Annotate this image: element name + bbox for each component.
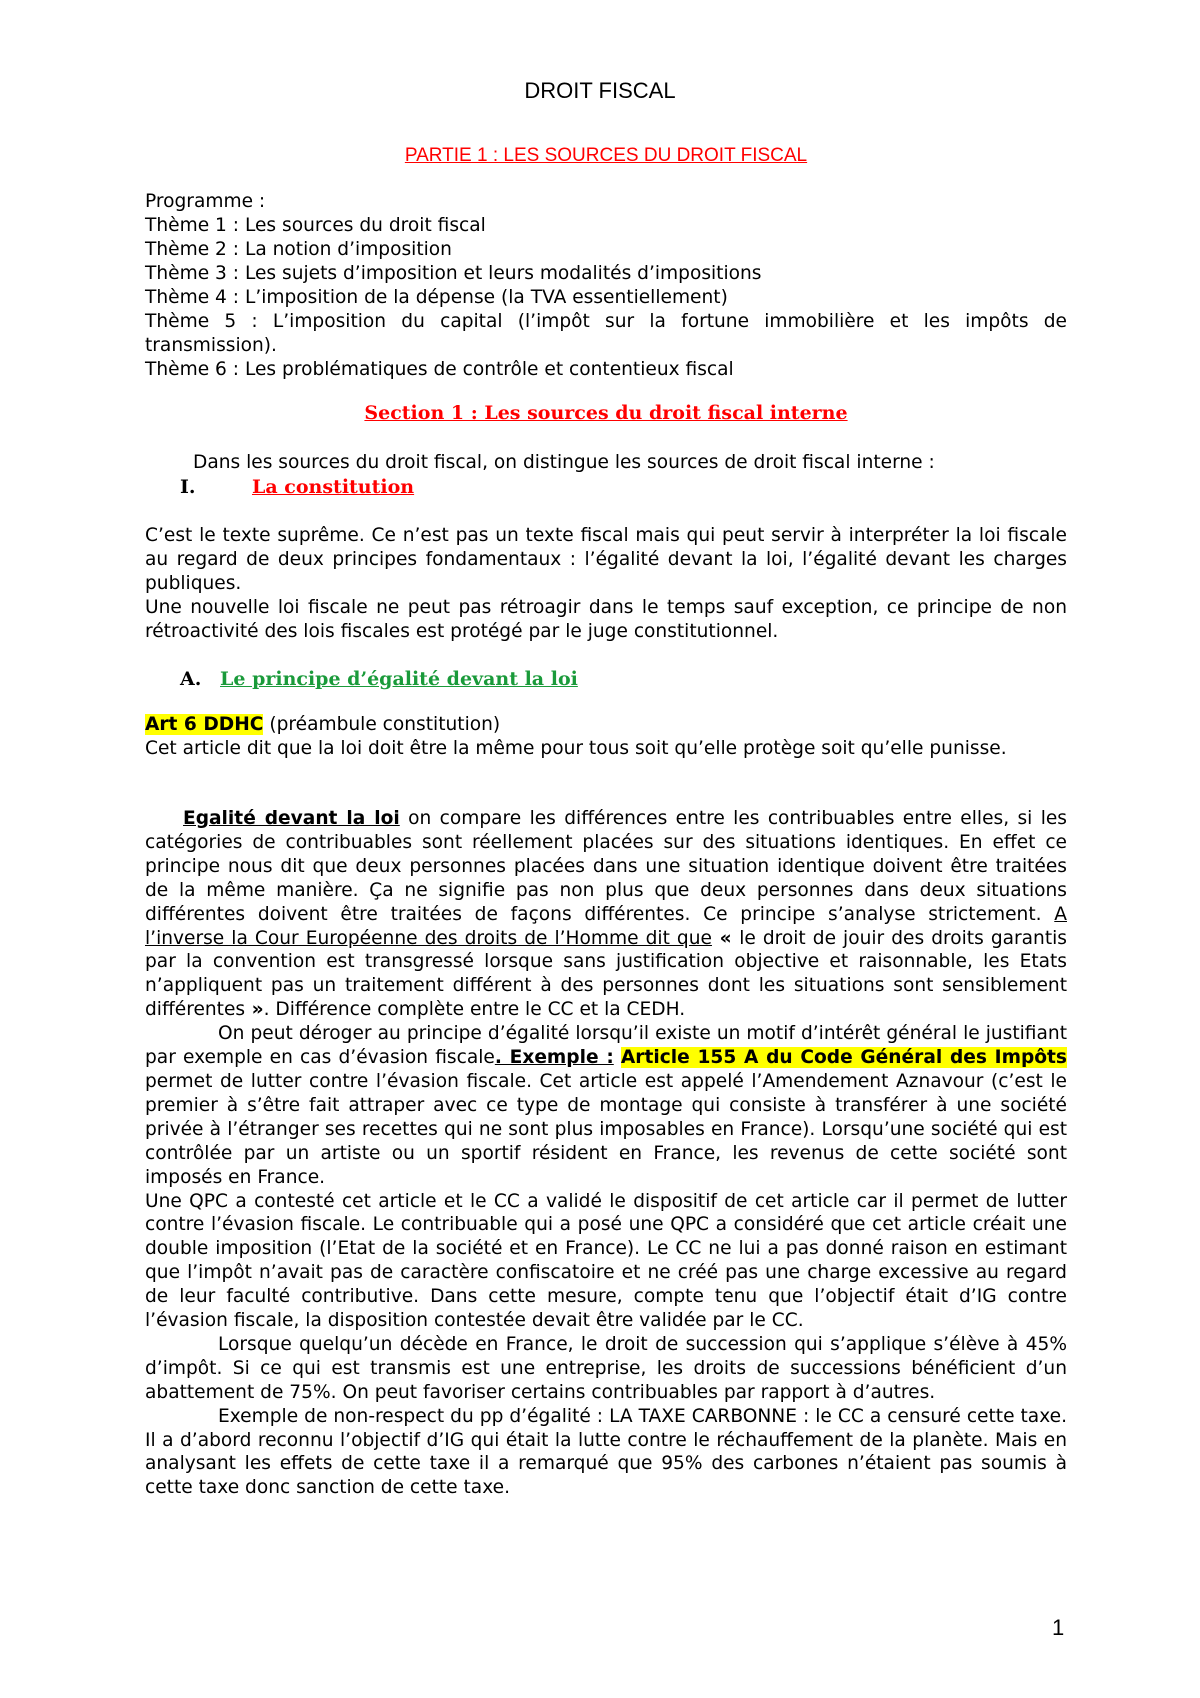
art6-label: Art 6 DDHC bbox=[145, 714, 264, 735]
programme-item: Thème 2 : La notion d’imposition bbox=[145, 239, 452, 260]
heading-egalite bbox=[180, 666, 578, 692]
intro-paragraph: Dans les sources du droit fiscal, on distingue les sources de droit fiscal interne : bbox=[193, 452, 935, 473]
heading-constitution bbox=[180, 474, 414, 500]
programme-list bbox=[145, 190, 1067, 382]
programme-item: Thème 3 : Les sujets d’imposition et leurs modalités d’impositions bbox=[145, 263, 762, 284]
cedh-quote: le droit de jouir des droits garantis par la convention est transgressé lorsque sans justification objective et raisonnable, les Etats n’appliquent pas un traitement différent à des personnes dont les situations sont sensiblement différentes bbox=[145, 927, 1067, 1021]
art6-note: (préambule constitution) bbox=[263, 714, 501, 735]
heading-number: I. bbox=[180, 476, 196, 498]
derogation-paragraph: On peut déroger au principe d’égalité lorsqu’il existe un motif d’intérêt général le justifiant par exemple en cas d’évasion fiscale. Exemple : Article 155 A du Code Général des Impôts permet de lutter contre l’évasion fiscale. Cet article est appelé l’Amendement Aznavour (c’est le premier à s’être fait attraper avec ce type de montage qui consiste à transférer à une société privée à l’étranger ses recettes qui ne sont plus imposables en France). Lorsqu’une société qui est contrôlée par un artiste ou un sportif résident en France, les revenus de cette société sont imposés en France. bbox=[145, 1023, 1067, 1188]
cedh-reference: A l’inverse la Cour Européenne des droits de l’Homme dit que bbox=[145, 903, 1067, 949]
heading-title: La constitution bbox=[252, 476, 415, 498]
egalite-label: Egalité devant la loi bbox=[183, 808, 400, 829]
partie-title: PARTIE 1 : LES SOURCES DU DROIT FISCAL bbox=[404, 145, 808, 166]
art6-text: Cet article dit que la loi doit être la même pour tous soit qu’elle protège soit qu’elle punisse. bbox=[145, 738, 1007, 759]
programme-item: Thème 5 : L’imposition du capital (l’impôt sur la fortune immobilière et les impôts de transmission). bbox=[145, 311, 1067, 356]
constitution-block bbox=[145, 524, 1067, 644]
taxe-carbone-paragraph: Exemple de non-respect du pp d’égalité : LA TAXE CARBONNE : le CC a censuré cette taxe. Il a d’abord reconnu l’objectif d’IG qui était la lutte contre le réchauffement de la planète. Mais en analysant les effets de cette taxe il a remarqué que 95% des carbones n’étaient pas soumis à cette taxe donc sanction de cette taxe. bbox=[145, 1405, 1067, 1499]
heading-number: A. bbox=[180, 668, 202, 690]
programme-item: Thème 4 : L’imposition de la dépense (la TVA essentiellement) bbox=[145, 287, 728, 308]
constitution-paragraph-1: C’est le texte suprême. Ce n’est pas un texte fiscal mais qui peut servir à interpréter la loi fiscale au regard de deux principes fondamentaux : l’égalité devant la loi, l’égalité devant les charges publiques. bbox=[145, 525, 1067, 594]
main-text-block bbox=[145, 807, 1067, 1500]
egalite-paragraph: Egalité devant la loi on compare les différences entre les contribuables entre elles, si les catégories de contribuables sont réellement placées sur des situations identiques. En effet ce principe nous dit que deux personnes placées dans une situation identique doivent être traitées de la même manière. Ça ne signifie pas non plus que deux personnes dans deux situations différentes doivent être traitées de façons différentes. Ce principe s’analyse strictement. A l’inverse la Cour Européenne des droits de l’Homme dit que « le droit de jouir des droits garantis par la convention est transgressé lorsque sans justification objective et raisonnable, les Etats n’appliquent pas un traitement différent à des personnes dont les situations sont sensiblement différentes ». Différence complète entre le CC et la CEDH. bbox=[145, 808, 1067, 1021]
programme-heading: Programme : bbox=[145, 191, 266, 212]
article-155a-highlight: Article 155 A du Code Général des Impôts bbox=[620, 1047, 1067, 1069]
succession-paragraph: Lorsque quelqu’un décède en France, le droit de succession qui s’applique s’élève à 45% d’impôt. Si ce qui est transmis est une entreprise, les droits de successions bénéficient d’un abattement de 75%. On peut favoriser certains contribuables par rapport à d’autres. bbox=[145, 1333, 1067, 1403]
qpc-paragraph: Une QPC a contesté cet article et le CC a validé le dispositif de cet article car il permet de lutter contre l’évasion fiscale. Le contribuable qui a posé une QPC a considéré que cet article créait une double imposition (l’Etat de la société et en France). Le CC ne lui a pas donné raison en estimant que l’impôt n’avait pas de caractère confiscatoire et ne créé pas une charge excessive au regard de leur faculté contributive. Dans cette mesure, compte tenu que l’objectif était d’IG contre l’évasion fiscale, la disposition contestée devait être validée par le CC. bbox=[145, 1190, 1067, 1332]
programme-item: Thème 6 : Les problématiques de contrôle et contentieux fiscal bbox=[145, 359, 734, 380]
heading-title: Le principe d’égalité devant la loi bbox=[220, 668, 578, 690]
programme-item: Thème 1 : Les sources du droit fiscal bbox=[145, 215, 486, 236]
constitution-paragraph-2: Une nouvelle loi fiscale ne peut pas rétroagir dans le temps sauf exception, ce principe de non rétroactivité des lois fiscales est protégé par le juge constitutionnel. bbox=[145, 597, 1067, 642]
page-number: 1 bbox=[1052, 1615, 1065, 1640]
art6-block bbox=[145, 713, 1067, 761]
exemple-label: . Exemple : bbox=[494, 1047, 614, 1069]
section-title: Section 1 : Les sources du droit fiscal interne bbox=[364, 402, 848, 424]
document-title: DROIT FISCAL bbox=[524, 78, 676, 103]
